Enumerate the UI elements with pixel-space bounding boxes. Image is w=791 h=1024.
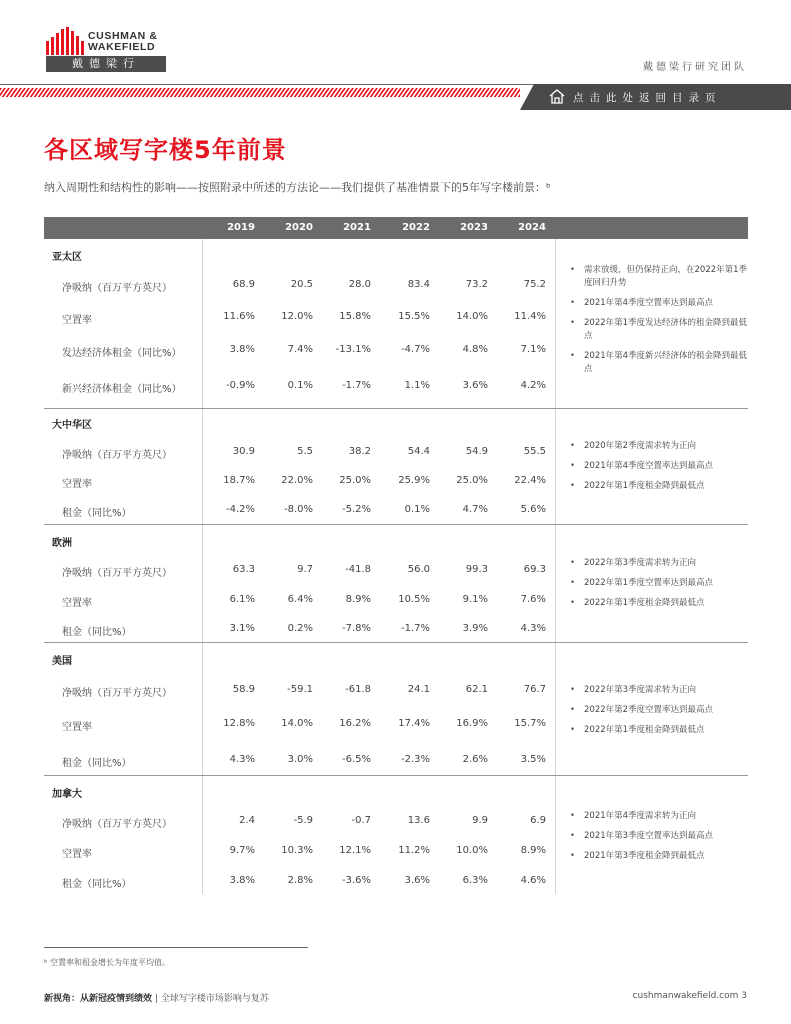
intro-paragraph: 纳入周期性和结构性的影响——按照附录中所述的方法论——我们提供了基准情景下的5年写字楼前景：ᵇ [44, 181, 551, 194]
table-cell: 99.3 [465, 564, 488, 575]
table-cell: 25.0% [339, 475, 371, 486]
page-title: 各区域写字楼5年前景 [44, 136, 287, 164]
region-divider [44, 642, 748, 643]
row-label: 租金（同比%） [62, 758, 132, 769]
table-cell: -0.7 [351, 815, 371, 826]
table-cell: 3.6% [404, 875, 430, 886]
region-heading: 加拿大 [52, 789, 82, 800]
column-divider [555, 239, 556, 894]
row-label: 新兴经济体租金（同比%） [62, 384, 182, 395]
table-cell: 54.9 [465, 446, 488, 457]
table-cell: 69.3 [523, 564, 546, 575]
note-item: • 2021年第4季度空置率达到最高点 [570, 297, 750, 310]
note-item: • 2022年第3季度需求转为正向 [570, 684, 750, 697]
table-cell: 0.1% [287, 380, 313, 391]
footer-subtitle: 全球写字楼市场影响与复苏 [160, 994, 269, 1004]
region-notes [570, 557, 750, 617]
row-label: 净吸纳（百万平方英尺） [62, 568, 172, 579]
table-cell: 73.2 [465, 279, 488, 290]
table-cell: 16.2% [339, 718, 371, 729]
diagonal-stripe-band [0, 88, 520, 97]
region-notes [570, 810, 750, 870]
table-cell: 10.0% [456, 845, 488, 856]
table-cell: 24.1 [407, 684, 430, 695]
return-to-contents-link[interactable]: 点击此处返回目录页 [573, 92, 722, 104]
table-cell: 7.4% [287, 344, 313, 355]
table-cell: 2.8% [287, 875, 313, 886]
table-cell: 4.3% [520, 623, 546, 634]
table-cell: 4.7% [462, 504, 488, 515]
table-cell: 15.8% [339, 311, 371, 322]
table-cell: 63.3 [232, 564, 255, 575]
table-cell: 3.8% [229, 875, 255, 886]
table-cell: -41.8 [345, 564, 371, 575]
home-icon[interactable] [548, 88, 566, 104]
table-cell: 75.2 [523, 279, 546, 290]
table-cell: 2.6% [462, 754, 488, 765]
table-cell: 15.7% [514, 718, 546, 729]
table-cell: 12.1% [339, 845, 371, 856]
table-cell: -8.0% [283, 504, 313, 515]
footer-site-page [633, 991, 747, 1001]
table-cell: 10.5% [398, 594, 430, 605]
table-cell: 14.0% [281, 718, 313, 729]
table-cell: 14.0% [456, 311, 488, 322]
row-label: 净吸纳（百万平方英尺） [62, 819, 172, 830]
table-cell: -2.3% [400, 754, 430, 765]
table-cell: 12.0% [281, 311, 313, 322]
site-link[interactable]: cushmanwakefield.com [632, 991, 739, 1001]
region-divider [44, 775, 748, 776]
table-cell: -6.5% [341, 754, 371, 765]
table-cell: 5.5 [297, 446, 313, 457]
table-cell: 38.2 [348, 446, 371, 457]
table-cell: 22.0% [281, 475, 313, 486]
research-team-label: 戴德梁行研究团队 [643, 62, 747, 73]
table-cell: 3.9% [462, 623, 488, 634]
table-cell: -4.2% [225, 504, 255, 515]
table-cell: 4.8% [462, 344, 488, 355]
cushman-wakefield-logo [46, 27, 166, 73]
table-cell: -5.9 [293, 815, 313, 826]
region-heading: 亚太区 [52, 252, 82, 263]
row-label: 净吸纳（百万平方英尺） [62, 450, 172, 461]
table-cell: 30.9 [232, 446, 255, 457]
table-cell: 54.4 [407, 446, 430, 457]
row-label: 空置率 [62, 849, 92, 860]
table-cell: 9.1% [462, 594, 488, 605]
table-cell: 4.3% [229, 754, 255, 765]
note-item: • 2022年第3季度需求转为正向 [570, 557, 750, 570]
table-cell: -13.1% [335, 344, 371, 355]
footnote-divider [44, 947, 308, 948]
note-item: • 2022年第1季度租金降到最低点 [570, 724, 750, 737]
table-cell: 3.0% [287, 754, 313, 765]
region-notes [570, 440, 750, 500]
year-header: 2021 [343, 222, 371, 233]
table-cell: 13.6 [407, 815, 430, 826]
note-item: • 2021年第4季度需求转为正向 [570, 810, 750, 823]
table-cell: 15.5% [398, 311, 430, 322]
region-divider [44, 408, 748, 409]
table-cell: 17.4% [398, 718, 430, 729]
note-item: • 2022年第1季度租金降到最低点 [570, 597, 750, 610]
year-header: 2023 [460, 222, 488, 233]
row-label: 空置率 [62, 479, 92, 490]
table-cell: 6.4% [287, 594, 313, 605]
table-cell: 6.3% [462, 875, 488, 886]
table-cell: 3.6% [462, 380, 488, 391]
table-cell: 3.5% [520, 754, 546, 765]
year-header: 2022 [402, 222, 430, 233]
table-cell: 55.5 [523, 446, 546, 457]
table-cell: 68.9 [232, 279, 255, 290]
row-label: 租金（同比%） [62, 508, 132, 519]
region-heading: 美国 [52, 656, 72, 667]
note-item: • 2022年第1季度发达经济体的租金降到最低点 [570, 317, 750, 343]
row-label: 空置率 [62, 598, 92, 609]
logo-line-1: CUSHMAN & [88, 30, 158, 42]
table-cell: 9.9 [472, 815, 488, 826]
note-item: • 2021年第3季度空置率达到最高点 [570, 830, 750, 843]
note-item: • 2021年第3季度租金降到最低点 [570, 850, 750, 863]
table-cell: 11.6% [223, 311, 255, 322]
row-label: 租金（同比%） [62, 627, 132, 638]
note-item: • 2021年第4季度空置率达到最高点 [570, 460, 750, 473]
note-item: • 2020年第2季度需求转为正向 [570, 440, 750, 453]
footer-title: 新视角：从新冠疫情到绩效 [44, 994, 153, 1004]
note-item: • 2022年第1季度空置率达到最高点 [570, 577, 750, 590]
table-cell: 58.9 [232, 684, 255, 695]
table-cell: -0.9% [225, 380, 255, 391]
region-heading: 大中华区 [52, 420, 92, 431]
table-cell: -7.8% [341, 623, 371, 634]
logo-line-2: WAKEFIELD [88, 41, 156, 53]
table-cell: 76.7 [523, 684, 546, 695]
table-cell: 56.0 [407, 564, 430, 575]
column-divider [202, 239, 203, 894]
row-label: 空置率 [62, 315, 92, 326]
table-cell: 7.1% [520, 344, 546, 355]
table-cell: 25.0% [456, 475, 488, 486]
table-cell: 83.4 [407, 279, 430, 290]
table-cell: 9.7% [229, 845, 255, 856]
table-cell: 1.1% [404, 380, 430, 391]
note-item: • 2021年第4季度新兴经济体的租金降到最低点 [570, 350, 750, 376]
table-cell: 4.6% [520, 875, 546, 886]
table-cell: 4.2% [520, 380, 546, 391]
table-cell: 10.3% [281, 845, 313, 856]
row-label: 净吸纳（百万平方英尺） [62, 688, 172, 699]
note-item: • 2022年第1季度租金降到最低点 [570, 480, 750, 493]
row-label: 发达经济体租金（同比%） [62, 348, 182, 359]
note-item: • 2022年第2季度空置率达到最高点 [570, 704, 750, 717]
table-cell: 11.2% [398, 845, 430, 856]
table-cell: -61.8 [345, 684, 371, 695]
footer-report-title [44, 991, 269, 1004]
year-header: 2019 [227, 222, 255, 233]
table-cell: -4.7% [400, 344, 430, 355]
table-cell: -1.7% [400, 623, 430, 634]
table-cell: 3.8% [229, 344, 255, 355]
table-cell: 2.4 [239, 815, 255, 826]
row-label: 净吸纳（百万平方英尺） [62, 283, 172, 294]
table-cell: -1.7% [341, 380, 371, 391]
footer-separator: | [154, 994, 158, 1004]
page-number: 3 [741, 991, 747, 1001]
logo-chinese-name: 戴德梁行 [46, 56, 166, 72]
table-cell: 18.7% [223, 475, 255, 486]
table-cell: 28.0 [348, 279, 371, 290]
table-cell: -5.2% [341, 504, 371, 515]
table-cell: 6.1% [229, 594, 255, 605]
row-label: 租金（同比%） [62, 879, 132, 890]
table-cell: 8.9% [520, 845, 546, 856]
row-label: 空置率 [62, 722, 92, 733]
table-cell: -59.1 [287, 684, 313, 695]
table-header [44, 217, 748, 239]
year-header: 2024 [518, 222, 546, 233]
table-cell: 22.4% [514, 475, 546, 486]
table-cell: -3.6% [341, 875, 371, 886]
table-cell: 9.7 [297, 564, 313, 575]
table-cell: 12.8% [223, 718, 255, 729]
table-cell: 8.9% [345, 594, 371, 605]
table-cell: 20.5 [290, 279, 313, 290]
year-header: 2020 [285, 222, 313, 233]
table-cell: 6.9 [530, 815, 546, 826]
table-cell: 16.9% [456, 718, 488, 729]
table-cell: 0.2% [287, 623, 313, 634]
note-item: • 需求放缓，但仍保持正向，在2022年第1季度回归升势 [570, 264, 750, 290]
footnote: ᵇ 空置率和租金增长为年度平均值。 [44, 958, 170, 967]
table-cell: 62.1 [465, 684, 488, 695]
region-notes [570, 264, 750, 383]
table-cell: 0.1% [404, 504, 430, 515]
table-cell: 5.6% [520, 504, 546, 515]
region-heading: 欧洲 [52, 538, 72, 549]
table-cell: 11.4% [514, 311, 546, 322]
region-divider [44, 524, 748, 525]
table-cell: 3.1% [229, 623, 255, 634]
logo-wordmark [88, 31, 158, 53]
region-notes [570, 684, 750, 744]
table-cell: 25.9% [398, 475, 430, 486]
table-cell: 7.6% [520, 594, 546, 605]
building-bars-logo-icon [46, 27, 84, 55]
